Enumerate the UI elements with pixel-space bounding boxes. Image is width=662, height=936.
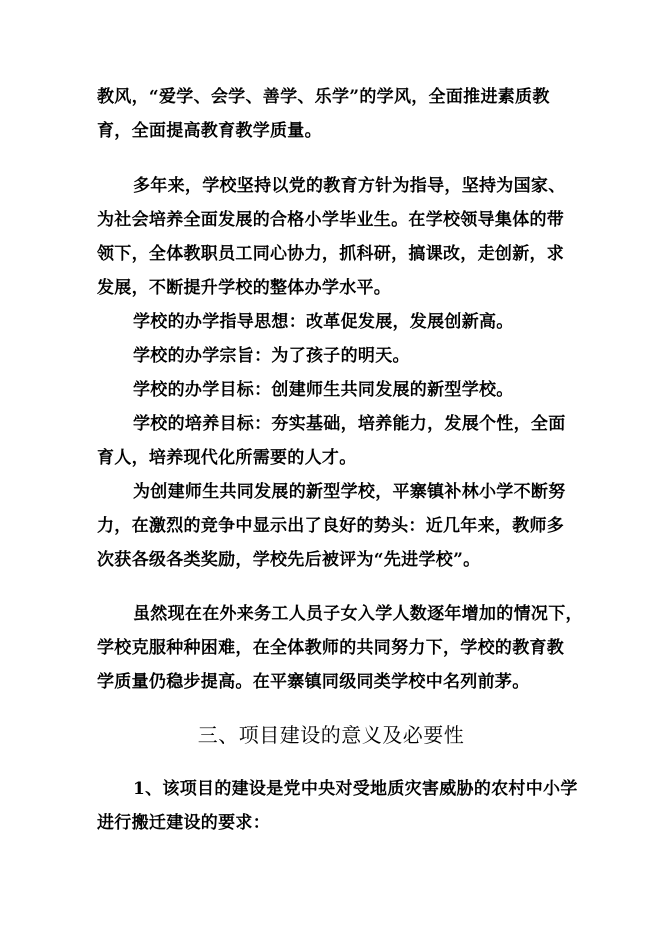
text-line: 领下，全体教职员工同心协力，抓科研，搞课改，走创新，求 xyxy=(97,244,565,264)
text-line: 多年来，学校坚持以党的教育方针为指导，坚持为国家、 xyxy=(133,176,566,196)
text-line: 教风，“爱学、会学、善学、乐学”的学风，全面推进素质教 xyxy=(97,87,550,107)
paragraph-quality-progress xyxy=(97,597,587,699)
text-line: 学校的办学指导思想：改革促发展，发展创新高。 xyxy=(133,312,514,332)
text-line: 1、该项目的建设是党中央对受地质灾害威胁的农村中小学 xyxy=(133,779,578,799)
paragraph-school-ethos xyxy=(97,80,587,148)
text-line: 虽然现在在外来务工人员子女入学人数逐年增加的情况下， xyxy=(133,604,583,624)
text-block xyxy=(97,772,587,840)
text-line: 次获各级各类奖励，学校先后被评为“先进学校”。 xyxy=(97,550,481,570)
text-line: 力，在激烈的竞争中显示出了良好的势头：近几年来，教师多 xyxy=(97,516,565,536)
section-heading: 三、项目建设的意义及必要性 xyxy=(197,723,465,747)
text-line: 育，全面提高教育教学质量。 xyxy=(97,121,322,141)
paragraph-school-history xyxy=(97,169,587,305)
text-block xyxy=(97,80,587,148)
paragraph-guiding-idea xyxy=(97,305,587,339)
text-line: 学校克服种种困难，在全体教师的共同努力下，学校的教育教 xyxy=(97,638,565,658)
paragraph-training-goal xyxy=(97,407,587,475)
text-line: 学校的培养目标：夯实基础，培养能力，发展个性，全面 xyxy=(133,414,566,434)
text-block xyxy=(97,169,587,577)
text-line: 为社会培养全面发展的合格小学毕业生。在学校领导集体的带 xyxy=(97,210,565,230)
text-line: 进行搬迁建设的要求： xyxy=(97,813,270,833)
text-line: 学校的办学宗旨：为了孩子的明天。 xyxy=(133,346,410,366)
text-line: 育人，培养现代化所需要的人才。 xyxy=(97,448,357,468)
text-line: 为创建师生共同发展的新型学校，平寨镇补林小学不断努 xyxy=(133,482,566,502)
paragraph-relocation-requirement xyxy=(97,772,587,840)
text-block xyxy=(97,597,587,699)
text-line: 学质量仍稳步提高。在平寨镇同级同类学校中名列前茅。 xyxy=(97,672,530,692)
text-line: 学校的办学目标：创建师生共同发展的新型学校。 xyxy=(133,380,514,400)
paragraph-school-goal xyxy=(97,373,587,407)
text-line: 发展，不断提升学校的整体办学水平。 xyxy=(97,278,392,298)
paragraph-achievements xyxy=(97,475,587,577)
paragraph-school-purpose xyxy=(97,339,587,373)
